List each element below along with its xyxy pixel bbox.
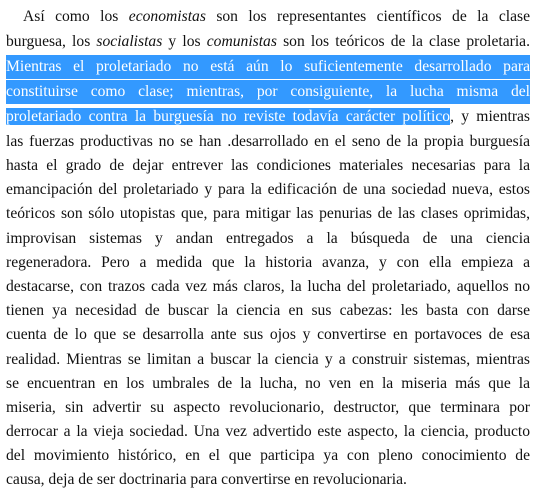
text-span: , y mientras (450, 108, 531, 125)
text-line: del movimiento histórico, en el que participa ya con pleno conocimiento de (6, 447, 530, 464)
text-span: y los (162, 33, 207, 50)
text-line: cuenta de lo que se desarrolla ante sus ojos y convertirse en portavoces de esa (6, 326, 530, 343)
text-line: destacarse, con trazos cada vez más claros, la lucha del proletariado, aquellos no (6, 278, 530, 295)
text-line: tienen ya necesidad de buscar la ciencia en sus cabezas: les basta con darse (6, 302, 530, 319)
italic-term-economistas: economistas (128, 8, 206, 25)
selected-text[interactable]: proletariado contra la burguesía no reviste todavía carácter político (6, 108, 451, 125)
text-span: son los representantes científicos de la clase (205, 8, 531, 25)
text-line: realidad. Mientras se limitan a buscar la ciencia y a construir sistemas, mientras (6, 351, 530, 368)
text-span: Así como los (23, 8, 129, 25)
text-line: miseria, sin advertir su aspecto revolucionario, destructor, que terminara por (6, 399, 530, 416)
text-line: regeneradora. Pero a medida que la historia avanza, y con ella empieza a (6, 254, 530, 271)
text-line: emancipación del proletariado y para la edificación de una sociedad nueva, estos (6, 181, 530, 198)
text-line: causa, deja de ser doctrinaria para convertirse en revolucionaria. (6, 471, 407, 488)
selected-text-line[interactable]: constituirse como clase; mientras, por consiguiente, la lucha misma del (6, 80, 530, 104)
text-line (6, 105, 530, 129)
selected-text-line[interactable]: Mientras el proletariado no está aún lo suficientemente desarrollado para (6, 55, 530, 79)
italic-term-socialistas: socialistas (96, 33, 163, 50)
text-line: improvisan sistemas y andan entregados a la búsqueda de una ciencia (6, 230, 530, 247)
text-line: derrocar a la vieja sociedad. Una vez advertido este aspecto, la ciencia, producto (6, 423, 530, 440)
text-line (23, 5, 530, 29)
text-span: burguesa, los (6, 33, 97, 50)
text-span: son los teóricos de la clase proletaria. (276, 33, 530, 50)
text-line (6, 30, 530, 54)
italic-term-comunistas: comunistas (206, 33, 277, 50)
text-line: hasta el grado de dejar entrever las condiciones materiales necesarias para la (6, 157, 530, 174)
text-line: las fuerzas productivas no se han .desarrollado en el seno de la propia burguesía (6, 133, 530, 150)
text-line: se encuentran en los umbrales de la lucha, no ven en la miseria más que la (6, 375, 530, 392)
text-line: teóricos son sólo utopistas que, para mitigar las penurias de las clases oprimidas, (6, 205, 530, 222)
